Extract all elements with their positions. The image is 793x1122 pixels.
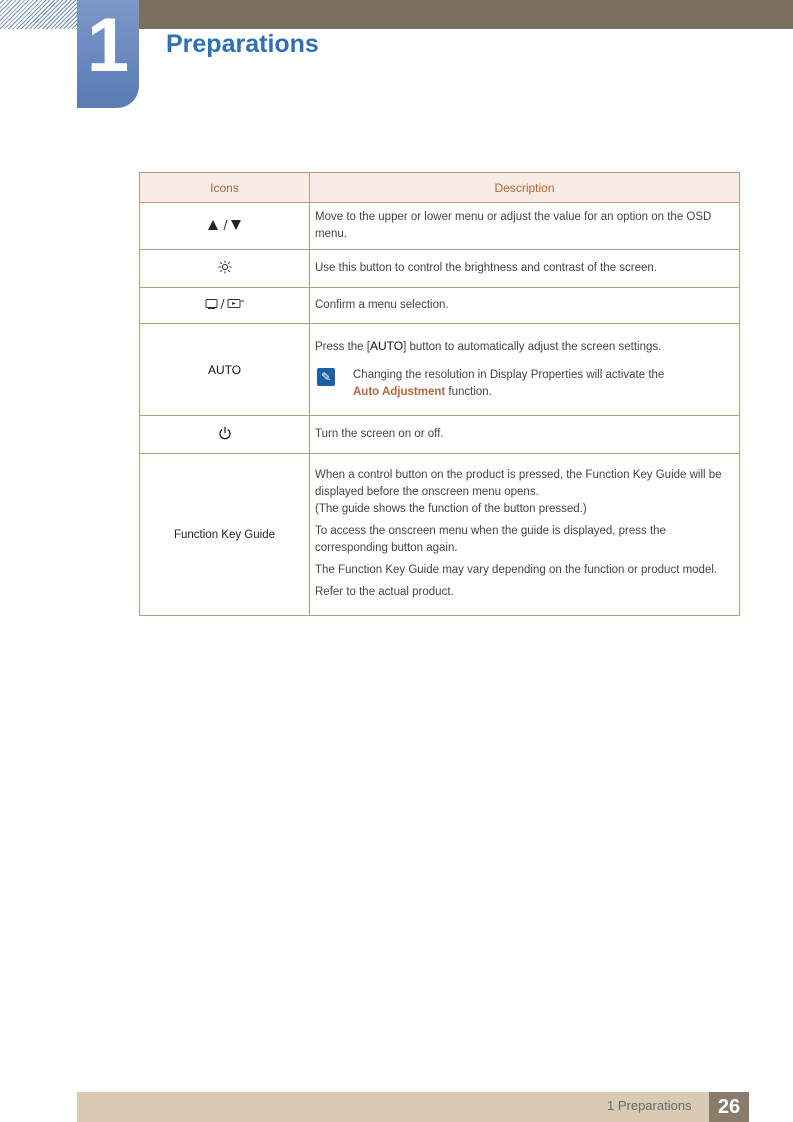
icons-table [139, 172, 740, 616]
table-row [140, 250, 740, 288]
menu-source-icon [205, 301, 245, 313]
description-cell [310, 324, 740, 416]
brightness-icon [218, 265, 232, 277]
fkg-desc-refer: Refer to the actual product. [315, 586, 454, 598]
note-suffix: function. [445, 385, 492, 398]
description-cell: Move to the upper or lower menu or adjust the value for an option on the OSD menu. [310, 203, 740, 250]
description-cell: Turn the screen on or off. [310, 416, 740, 454]
top-banner [77, 0, 793, 29]
page-number: 26 [709, 1092, 749, 1122]
table-row [140, 203, 740, 250]
corner-hatch-decoration [0, 0, 77, 29]
table-row [140, 416, 740, 454]
note-icon: ✎ [317, 368, 335, 386]
auto-label: AUTO [207, 362, 242, 377]
description-cell [310, 454, 740, 616]
auto-desc-prefix: Press the [ [315, 340, 370, 353]
auto-adjustment-link: Auto Adjustment [353, 385, 446, 398]
fkg-desc-line-2: (The guide shows the function of the button pressed.) [315, 503, 587, 515]
chapter-title: Preparations [166, 30, 319, 58]
description-cell: Use this button to control the brightness and contrast of the screen. [310, 250, 740, 288]
fkg-desc-access: To access the onscreen menu when the guide is displayed, press the corresponding button again. [315, 525, 666, 554]
auto-key-label: AUTO [369, 338, 404, 353]
table-header-row [140, 173, 740, 203]
chapter-number: 1 [86, 3, 130, 88]
header-description: Description [310, 173, 740, 203]
chapter-tab [77, 0, 139, 108]
table-row [140, 324, 740, 416]
table-row [140, 454, 740, 616]
auto-desc-suffix: ] button to automatically adjust the screen settings. [403, 340, 662, 353]
fkg-desc-line-1: When a control button on the product is pressed, the Function Key Guide will be displayed before the onscreen menu opens. [315, 469, 722, 498]
up-down-arrows-icon [207, 222, 243, 234]
fkg-desc-vary: The Function Key Guide may vary depending on the function or product model. [315, 564, 718, 576]
header-icons: Icons [140, 173, 310, 203]
description-cell: Confirm a menu selection. [310, 288, 740, 324]
note-text: Changing the resolution in Display Properties will activate the [353, 368, 665, 381]
function-key-guide-label: Function Key Guide [140, 454, 310, 616]
footer-section-label: 1 Preparations [607, 1098, 692, 1113]
table-row [140, 288, 740, 324]
power-icon [218, 431, 232, 443]
note-box [315, 367, 734, 401]
